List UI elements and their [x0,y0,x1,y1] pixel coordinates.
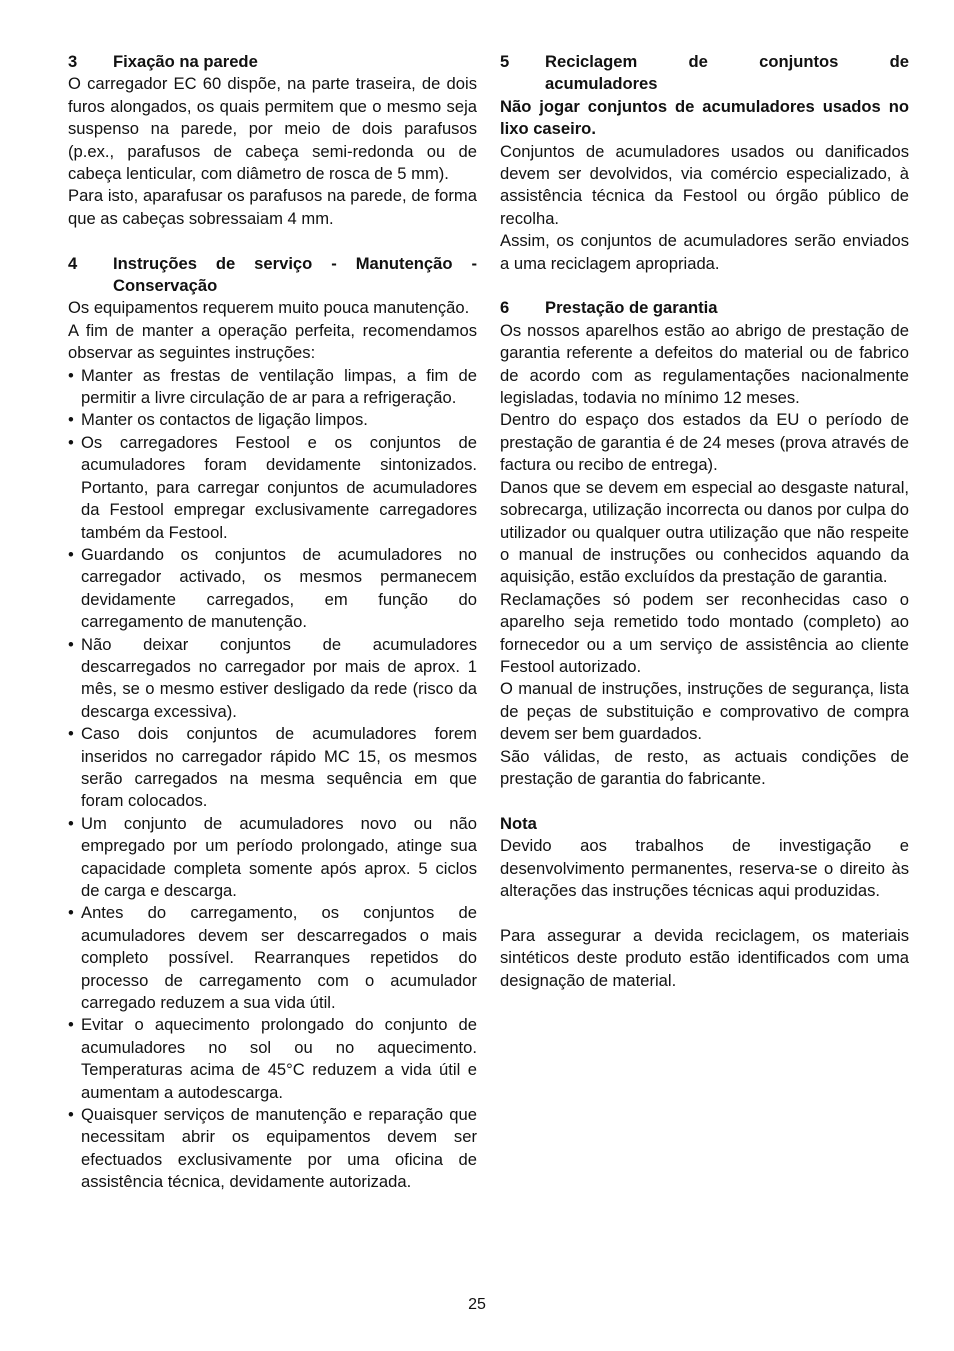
section-title: Prestação de garantia [545,298,718,318]
paragraph: Os equipamentos requerem muito pouca manutenção. [68,298,470,318]
section-title: Instruções de serviço - Manutenção - Conservação [113,253,477,296]
list-item: • Um conjunto de acumuladores novo ou não empregado por um período prolongado, atinge sua capacidade completa somente após aprox. 5 ciclos de carga e descarga. [68,813,477,903]
paragraph: Dentro do espaço dos estados da EU o período de prestação de garantia é de 24 meses (prova através de factura ou recibo de entrega). [500,410,909,475]
section-5-heading [500,51,909,96]
list-item: • Manter as frestas de ventilação limpas, a fim de permitir a livre circulação de ar para a refrigeração. [68,365,477,410]
section-title: Fixação na parede [113,52,258,71]
page-number: 25 [468,1296,486,1313]
section-title: Reciclagem de conjuntos de acumuladores [545,52,909,94]
section-6-heading [500,297,909,319]
warning-text: Não jogar conjuntos de acumuladores usados no lixo caseiro. [500,96,909,139]
list-item: • Quaisquer serviços de manutenção e reparação que necessitam abrir os equipamentos devem ser efectuados exclusivamente por uma oficina de assistência técnica, devidamente autorizada. [68,1104,477,1194]
list-item: • Não deixar conjuntos de acumuladores descarregados no carregador por mais de aprox. 1 mês, se o mesmo estiver desligado da rede (risco da descarga excessiva). [68,634,477,724]
paragraph: Devido aos trabalhos de investigação e desenvolvimento permanentes, reserva-se o direito às alterações das instruções técnicas aqui produzidas. [500,836,909,900]
right-column [500,51,909,992]
section-number: 4 [68,253,78,273]
list-item: • Antes do carregamento, os conjuntos de acumuladores devem ser descarregados o mais completo possível. Rearranques repetidos do processo de carregamento com o acumulador carregado reduzem a sua vida útil. [68,902,477,1014]
left-column [68,51,477,1194]
list-item: • Evitar o aquecimento prolongado do conjunto de acumuladores no sol ou no aquecimento. Temperaturas acima de 45°C reduzem a vida útil e aumentam a autodescarga. [68,1014,477,1104]
paragraph: O manual de instruções, instruções de segurança, lista de peças de substituição e comprovativo de compra devem ser bem guardados. [500,679,909,744]
paragraph: Reclamações só podem ser reconhecidas caso o aparelho seja remetido todo montado (completo) ao fornecedor ou a um serviço de assistência ao cliente Festool autorizado. [500,589,909,676]
paragraph: Para isto, aparafusar os parafusos na parede, de forma que as cabeças sobressaiam 4 mm. [68,186,477,228]
paragraph: Conjuntos de acumuladores usados ou danificados devem ser devolvidos, via comércio especializado, à assistência técnica da Festool ou órgão público de recolha. [500,141,909,228]
list-item: • Os carregadores Festool e os conjuntos de acumuladores foram devidamente sintonizados. Portanto, para carregar conjuntos de acumuladores da Festool empregar exclusivamente carregadores também da Festool. [68,432,477,544]
paragraph: Os nossos aparelhos estão ao abrigo de prestação de garantia referente a defeitos do material ou de fabrico de acordo com as regulamentações nacionalmente legisladas, todavia no mínimo 12 meses. [500,320,909,408]
note-heading: Nota [500,813,537,833]
paragraph: Danos que se devem em especial ao desgaste natural, sobrecarga, utilização incorrecta ou danos por culpa do utilizador ou qualquer outra utilização que não respeite o manual de instruções ou conhecidos aquando da aquisição, estão excluídos da prestação de garantia. [500,477,909,587]
list-item: • Guardando os conjuntos de acumuladores no carregador activado, os mesmos permanecem devidamente carregados, em função do carregamento de manutenção. [68,544,477,634]
section-4-heading [68,253,477,298]
maintenance-list [68,365,477,1194]
paragraph: O carregador EC 60 dispõe, na parte traseira, de dois furos alongados, os quais permitem que o mesmo seja suspenso na parede, por meio de dois parafusos (p.ex., parafusos de cabeça semi-redonda ou de cabeça lenticular, com diâmetro de rosca de 5 mm). [68,74,477,184]
paragraph: Assim, os conjuntos de acumuladores serão enviados a uma reciclagem apropriada. [500,231,909,273]
section-number: 3 [68,52,78,71]
paragraph: A fim de manter a operação perfeita, recomendamos observar as seguintes instruções: [68,320,477,363]
section-number: 6 [500,298,510,318]
section-3-heading [68,51,477,73]
paragraph: São válidas, de resto, as actuais condições de prestação de garantia do fabricante. [500,746,909,788]
list-item: • Caso dois conjuntos de acumuladores forem inseridos no carregador rápido MC 15, os mesmos serão carregados na mesma sequência em que foram colocados. [68,723,477,813]
paragraph: Para assegurar a devida reciclagem, os materiais sintéticos deste produto estão identificados com uma designação de material. [500,925,909,990]
section-number: 5 [500,52,510,71]
list-item: • Manter os contactos de ligação limpos. [68,409,477,431]
